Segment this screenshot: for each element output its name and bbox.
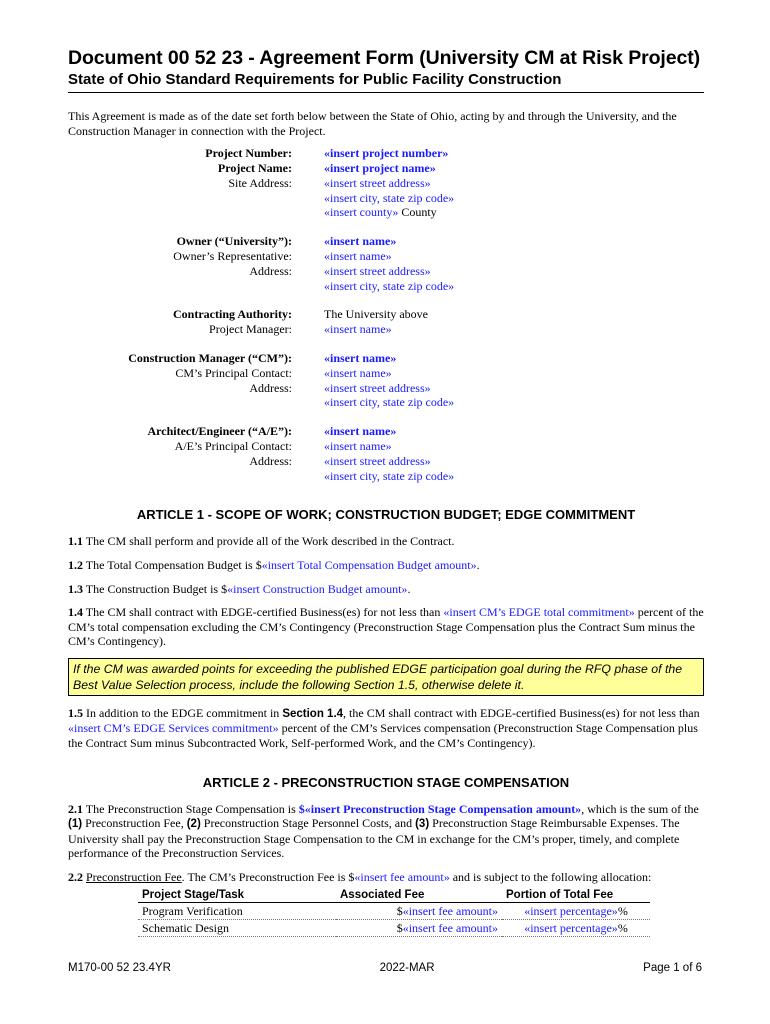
section-2-2: 2.2 Preconstruction Fee. The CM’s Preconstruction Fee is $«insert fee amount» and is subject to the following allocation: xyxy=(68,870,652,885)
section-1-1: 1.1 The CM shall perform and provide all of the Work described in the Contract. xyxy=(68,534,455,549)
ae-city-field: «insert city, state zip code» xyxy=(324,468,455,483)
footer-page-number: Page 1 of 6 xyxy=(643,962,702,974)
section-1-4: 1.4 The CM shall contract with EDGE-certified Business(es) for not less than «insert CM’s EDGE total commitment» percent of the CM’s total compensation excluding the CM’s Contingency (Preconstruction Stage Compensation plus the Contract Sum minus the CM’s Contingency). xyxy=(68,605,704,649)
owner-label: Owner (“University”): xyxy=(176,234,292,249)
project-manager-label: Project Manager: xyxy=(209,322,292,337)
cm-address-label: Address: xyxy=(249,380,292,395)
ae-group xyxy=(68,424,704,483)
ae-street-field: «insert street address» xyxy=(324,453,431,468)
project-number-field: «insert project number» xyxy=(324,146,449,161)
construction-budget-field: «insert Construction Budget amount» xyxy=(227,581,408,596)
percent-cell: «insert percentage»% xyxy=(502,919,650,936)
owner-street-field: «insert street address» xyxy=(324,263,431,278)
project-manager-field: «insert name» xyxy=(324,322,392,337)
cm-group xyxy=(68,351,704,410)
cm-street-field: «insert street address» xyxy=(324,380,431,395)
parties-block xyxy=(68,146,704,483)
article-1-heading: ARTICLE 1 - SCOPE OF WORK; CONSTRUCTION BUDGET; EDGE COMMITMENT xyxy=(136,507,636,523)
fee-cell: $«insert fee amount» xyxy=(336,902,502,919)
instruction-note: If the CM was awarded points for exceeding the published EDGE participation goal during the RFQ phase of the Best Value Selection process, include the following Section 1.5, otherwise delete it. xyxy=(68,658,704,696)
precon-fee-field: «insert fee amount» xyxy=(354,870,450,885)
fee-allocation-table xyxy=(138,888,650,937)
intro-paragraph: This Agreement is made as of the date set forth below between the State of Ohio, acting by and through the University, and the Construction Manager in connection with the Project. xyxy=(68,109,677,138)
total-compensation-field: «insert Total Compensation Budget amount» xyxy=(261,557,477,572)
cm-contact-label: CM’s Principal Contact: xyxy=(175,365,292,380)
ae-label: Architect/Engineer (“A/E”): xyxy=(147,424,292,439)
table-header-row xyxy=(138,888,650,903)
document-page xyxy=(68,46,704,937)
page-footer xyxy=(68,962,702,974)
task-cell: Program Verification xyxy=(138,902,336,919)
section-2-1: 2.1 The Preconstruction Stage Compensation is $«insert Preconstruction Stage Compensation amount», which is the sum of the (1) Preconstruction Fee, (2) Preconstruction Stage Personnel Costs, and (3) Preconstruction Stage Reimbursable Expenses. The University shall pay the Preconstruction Stage Compensation to the CM in exchange for the CM’s proper, timely, and complete performance of the Preconstruction Services. xyxy=(68,801,699,861)
section-1-2: 1.2 The Total Compensation Budget is $«insert Total Compensation Budget amount». xyxy=(68,557,480,572)
project-number-label: Project Number: xyxy=(205,146,292,161)
document-title: Document 00 52 23 - Agreement Form (University CM at Risk Project) xyxy=(68,47,701,69)
authority-value: The University above xyxy=(324,307,428,322)
article-2-heading: ARTICLE 2 - PRECONSTRUCTION STAGE COMPENSATION xyxy=(202,774,570,790)
authority-label: Contracting Authority: xyxy=(173,307,292,322)
owner-name-field: «insert name» xyxy=(324,234,397,249)
ae-name-field: «insert name» xyxy=(324,424,397,439)
column-header: Project Stage/Task xyxy=(138,888,336,903)
site-city-field: «insert city, state zip code» xyxy=(324,190,455,205)
cm-name-field: «insert name» xyxy=(324,350,397,365)
fee-cell: $«insert fee amount» xyxy=(336,919,502,936)
cm-label: Construction Manager (“CM”): xyxy=(128,350,292,365)
percent-cell: «insert percentage»% xyxy=(502,902,650,919)
owner-city-field: «insert city, state zip code» xyxy=(324,278,455,293)
table-row xyxy=(138,919,650,936)
document-subtitle: State of Ohio Standard Requirements for Public Facility Construction xyxy=(68,70,704,93)
ae-contact-field: «insert name» xyxy=(324,438,392,453)
precon-compensation-field: $«insert Preconstruction Stage Compensation amount» xyxy=(298,801,582,816)
column-header: Associated Fee xyxy=(336,888,502,903)
project-group xyxy=(68,146,704,220)
table-row xyxy=(138,902,650,919)
task-cell: Schematic Design xyxy=(138,919,336,936)
footer-date: 2022-MAR xyxy=(379,962,435,974)
project-name-label: Project Name: xyxy=(217,160,292,175)
cm-contact-field: «insert name» xyxy=(324,365,392,380)
owner-rep-label: Owner’s Representative: xyxy=(173,248,292,263)
project-name-field: «insert project name» xyxy=(324,160,436,175)
site-county-field: «insert county» xyxy=(324,205,399,220)
site-address-label: Site Address: xyxy=(228,175,292,190)
owner-address-label: Address: xyxy=(249,263,292,278)
ae-address-label: Address: xyxy=(249,453,292,468)
authority-group xyxy=(68,307,704,337)
footer-document-id: M170-00 52 23.4YR xyxy=(68,962,171,974)
ae-contact-label: A/E’s Principal Contact: xyxy=(174,438,292,453)
section-1-3: 1.3 The Construction Budget is $«insert Construction Budget amount». xyxy=(68,581,411,596)
site-street-field: «insert street address» xyxy=(324,175,431,190)
edge-services-field: «insert CM’s EDGE Services commitment» xyxy=(68,721,279,736)
owner-group xyxy=(68,234,704,293)
cm-city-field: «insert city, state zip code» xyxy=(324,395,455,410)
edge-commitment-field: «insert CM’s EDGE total commitment» xyxy=(443,605,635,620)
county-suffix: County xyxy=(398,205,437,220)
column-header: Portion of Total Fee xyxy=(502,888,650,903)
owner-rep-field: «insert name» xyxy=(324,248,392,263)
section-1-5: 1.5 In addition to the EDGE commitment in Section 1.4, the CM shall contract with EDGE-certified Business(es) for not less than «insert CM’s EDGE Services commitment» percent of the CM’s Services compensation (Preconstruction Stage Compensation plus the Contract Sum minus Subcontracted Work, Self-performed Work, and the CM’s Contingency). xyxy=(68,705,700,751)
